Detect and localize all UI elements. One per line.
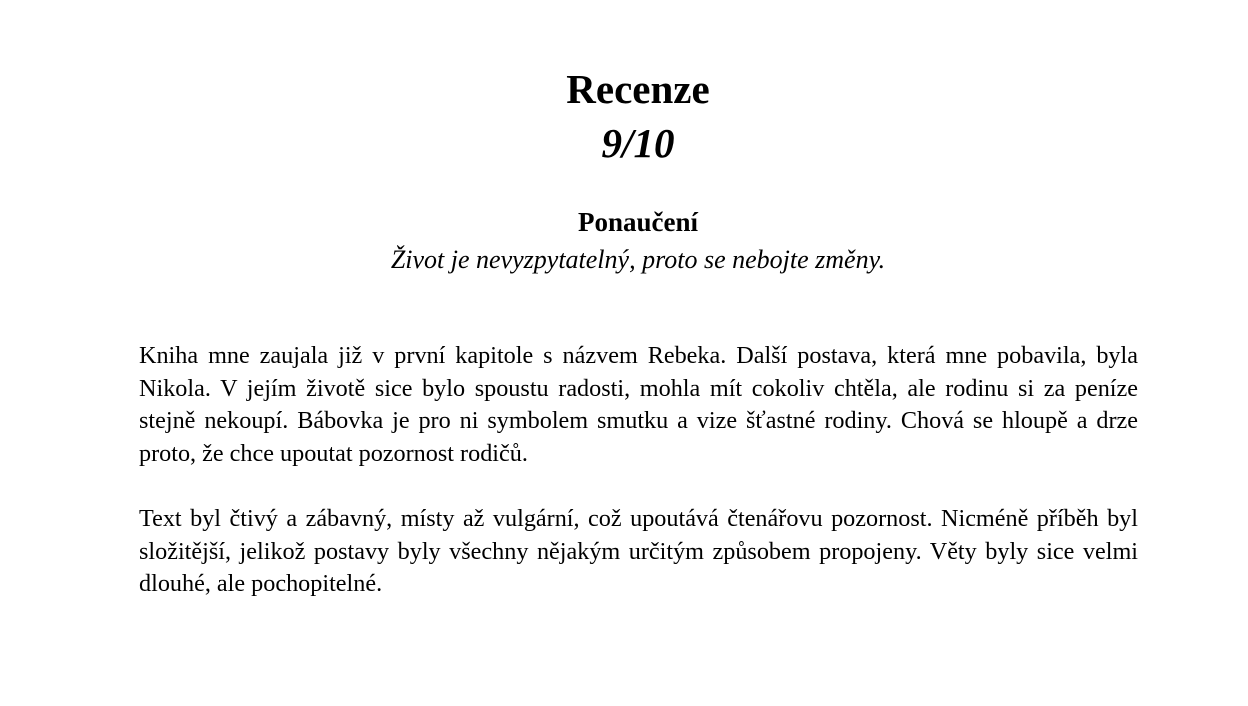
review-paragraph: Text byl čtivý a zábavný, místy až vulgární, což upoutává čtenářovu pozornost. Nicméně příběh byl složitější, jelikož postavy byly všechny nějakým určitým způsobem propojeny. Věty byly sice velmi dlouhé, ale pochopitelné. — [139, 505, 1138, 598]
review-paragraph: Kniha mne zaujala již v první kapitole s názvem Rebeka. Další postava, která mne pobavila, byla Nikola. V jejím životě sice bylo spoustu radosti, mohla mít cokoliv chtěla, ale rodinu si za peníze stejně nekoupí. Bábovka je pro ni symbolem smutku a vize šťastné rodiny. Chová se hloupě a drze proto, že chce upoutat pozornost rodičů. — [139, 342, 1138, 467]
lesson-heading: Ponaučení — [577, 207, 698, 237]
lesson-text: Život je nevyzpytatelný, proto se nebojte změny. — [390, 245, 886, 274]
review-title: Recenze — [566, 66, 710, 112]
review-score: 9/10 — [601, 120, 675, 166]
